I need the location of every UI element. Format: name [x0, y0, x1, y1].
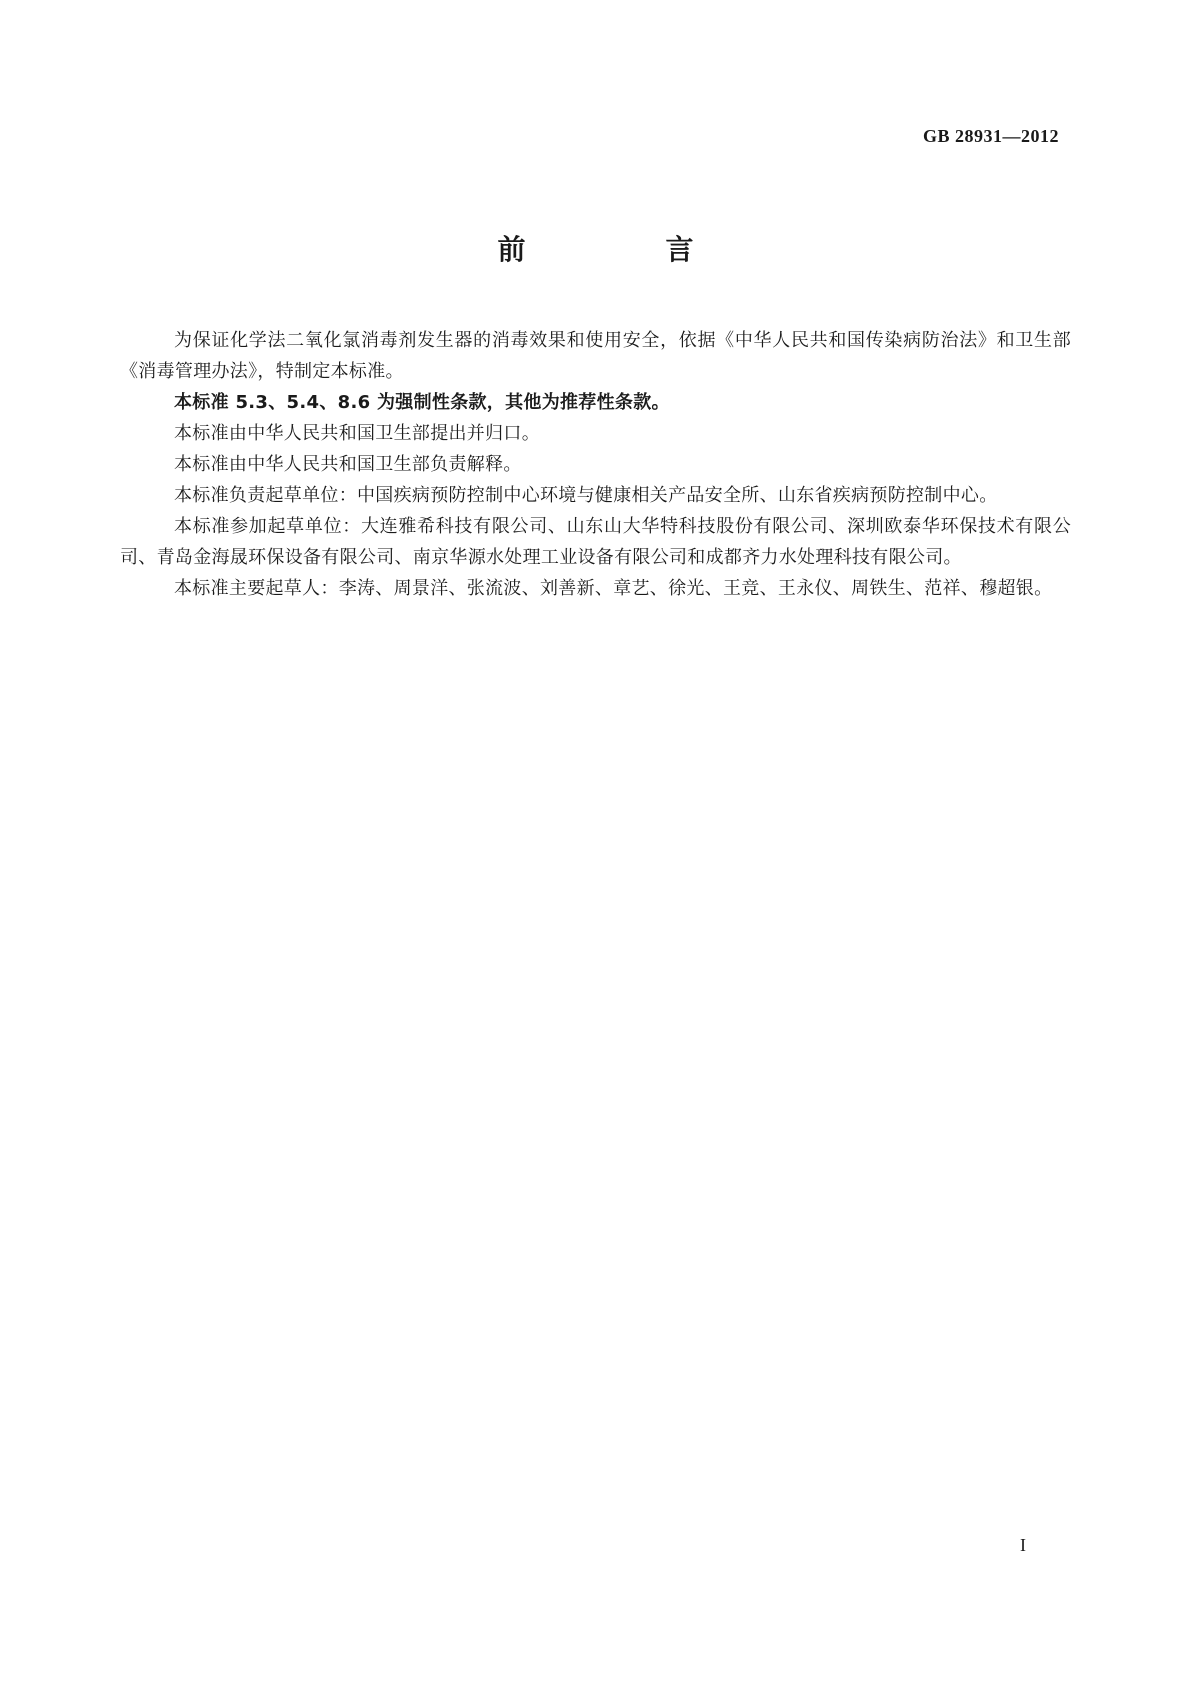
paragraph-interpretation: 本标准由中华人民共和国卫生部负责解释。: [174, 454, 522, 475]
standard-code: GB 28931—2012: [922, 126, 1059, 146]
paragraph-main-drafters: 本标准主要起草人：李涛、周景洋、张流波、刘善新、章艺、徐光、王竞、王永仪、周铁生、范祥、穆超银。: [174, 578, 1053, 599]
page-number: I: [1020, 1535, 1026, 1555]
paragraph-mandatory-clauses: 本标准 5.3、5.4、8.6 为强制性条款，其他为推荐性条款。: [174, 392, 670, 413]
paragraph-purpose: 为保证化学法二氧化氯消毒剂发生器的消毒效果和使用安全，依据《中华人民共和国传染病防治法》和卫生部《消毒管理办法》，特制定本标准。: [120, 330, 1071, 382]
paragraph-responsible-drafters: 本标准负责起草单位：中国疾病预防控制中心环境与健康相关产品安全所、山东省疾病预防控制中心。: [174, 485, 998, 506]
paragraph-participating-drafters: 本标准参加起草单位：大连雅希科技有限公司、山东山大华特科技股份有限公司、深圳欧泰华环保技术有限公司、青岛金海晟环保设备有限公司、南京华源水处理工业设备有限公司和成都齐力水处理科技有限公司。: [120, 516, 1071, 568]
foreword-body: [120, 325, 1071, 604]
paragraph-proposed-by: 本标准由中华人民共和国卫生部提出并归口。: [174, 423, 540, 444]
page-title: 前 言: [497, 233, 750, 266]
